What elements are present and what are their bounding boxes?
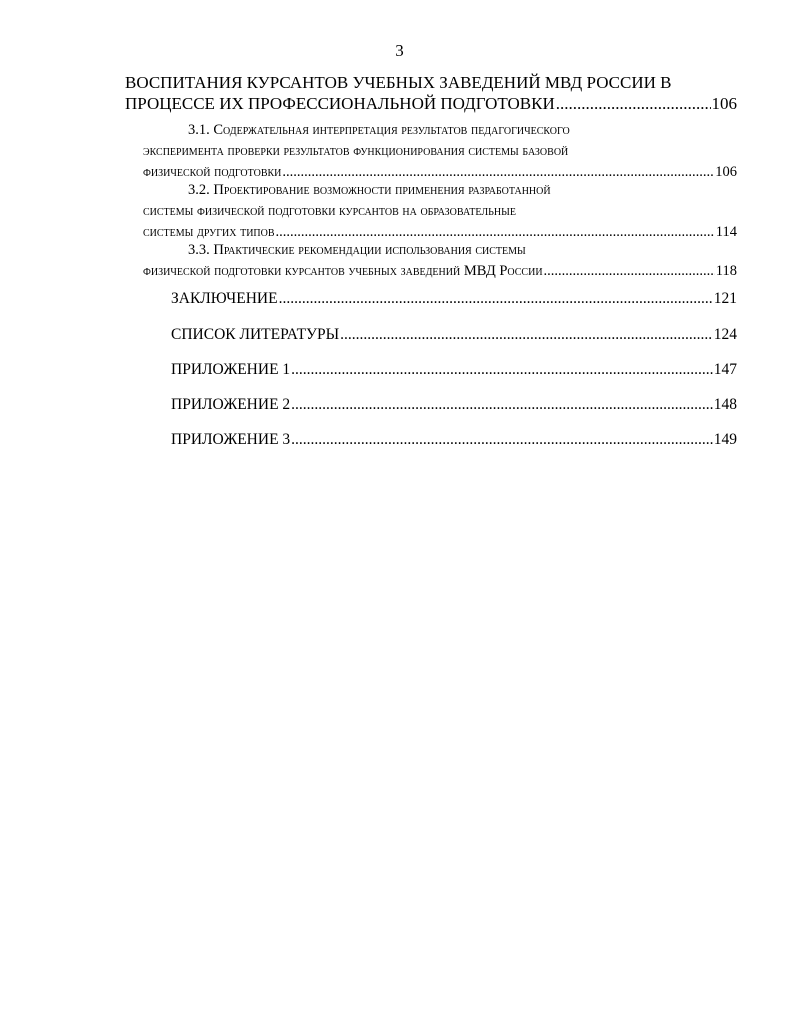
- dot-leader: [291, 431, 713, 449]
- toc-item-label: СПИСОК ЛИТЕРАТУРЫ: [171, 326, 340, 343]
- dot-leader: [340, 326, 713, 344]
- toc-item-label: ЗАКЛЮЧЕНИЕ: [171, 290, 278, 307]
- toc-item-page: 147: [713, 361, 737, 378]
- dot-leader: [544, 263, 715, 280]
- toc-item-page: 148: [713, 396, 737, 413]
- toc-section-3-3-page: 118: [715, 263, 737, 279]
- toc-item-appendix-3: [171, 431, 737, 449]
- dot-leader: [291, 361, 713, 379]
- dot-leader: [556, 94, 711, 114]
- dot-leader: [276, 224, 715, 241]
- toc-item-label: ПРИЛОЖЕНИЕ 3: [171, 431, 291, 448]
- dot-leader: [291, 396, 713, 414]
- page-number: 3: [395, 41, 404, 60]
- toc-item-bibliography: [171, 326, 737, 344]
- toc-chapter-line-1: ВОСПИТАНИЯ КУРСАНТОВ УЧЕБНЫХ ЗАВЕДЕНИЙ МВД РОССИИ В: [125, 73, 672, 92]
- toc-chapter-page: 106: [711, 94, 737, 113]
- toc-chapter-entry: [125, 94, 737, 114]
- toc-item-page: 121: [713, 290, 737, 307]
- toc-section-3-3-line-2: физической подготовки курсантов учебных заведений МВД России: [143, 263, 543, 279]
- toc-section-3-1-page: 106: [715, 164, 737, 180]
- toc-chapter-line-2: ПРОЦЕССЕ ИХ ПРОФЕССИОНАЛЬНОЙ ПОДГОТОВКИ: [125, 94, 555, 113]
- toc-section-3-1-entry: [143, 164, 737, 181]
- toc-item-appendix-2: [171, 396, 737, 414]
- toc-section-3-3-entry: [143, 263, 737, 280]
- dot-leader: [279, 290, 713, 308]
- toc-section-3-1-line-1: 3.1. Содержательная интерпретация результатов педагогического: [188, 122, 570, 138]
- toc-section-3-3-line-1: 3.3. Практические рекомендации использования системы: [188, 242, 526, 258]
- toc-section-3-2-line-3: системы других типов: [143, 224, 275, 240]
- toc-section-3-1-line-3: физической подготовки: [143, 164, 282, 180]
- toc-item-label: ПРИЛОЖЕНИЕ 1: [171, 361, 291, 378]
- toc-item-page: 124: [713, 326, 737, 343]
- toc-section-3-2-page: 114: [715, 224, 737, 240]
- toc-item-conclusion: [171, 290, 737, 308]
- toc-section-3-1-line-2: эксперимента проверки результатов функционирования системы базовой: [143, 143, 569, 159]
- toc-section-3-2-entry: [143, 224, 737, 241]
- toc-section-3-2-line-1: 3.2. Проектирование возможности применения разработанной: [188, 182, 551, 198]
- toc-section-3-2-line-2: системы физической подготовки курсантов на образовательные: [143, 203, 516, 219]
- toc-item-page: 149: [713, 431, 737, 448]
- toc-item-appendix-1: [171, 361, 737, 379]
- toc-item-label: ПРИЛОЖЕНИЕ 2: [171, 396, 291, 413]
- dot-leader: [282, 164, 714, 181]
